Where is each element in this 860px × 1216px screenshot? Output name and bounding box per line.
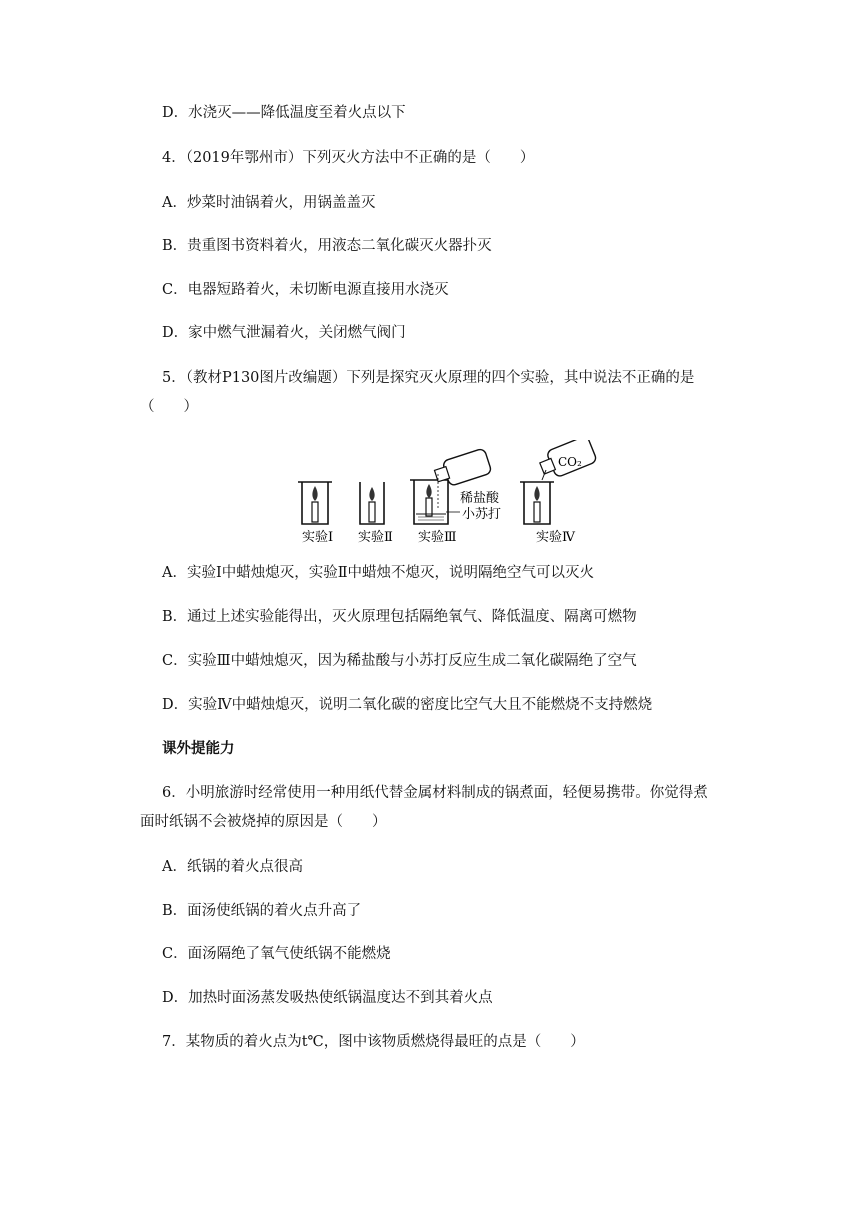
option-c-q6: C．面汤隔绝了氧气使纸锅不能燃烧 [162,946,391,962]
beaker-4 [520,440,597,524]
option-b-q6: B．面汤使纸锅的着火点升高了 [162,903,362,919]
question-4: 4．（2019年鄂州市）下列灭火方法中不正确的是（ ） [162,150,535,166]
question-7: 7．某物质的着火点为t℃，图中该物质燃烧得最旺的点是（ ） [162,1034,585,1050]
option-c-q5: C．实验Ⅲ中蜡烛熄灭，因为稀盐酸与小苏打反应生成二氧化碳隔绝了空气 [162,653,637,669]
label-exp-2: 实验Ⅱ [358,530,393,545]
option-a-q6: A．纸锅的着火点很高 [162,859,303,875]
question-6: 6．小明旅游时经常使用一种用纸代替金属材料制成的锅煮面，轻便易携带。你觉得煮 [162,785,708,801]
experiment-figure [288,440,600,552]
option-b-q5: B．通过上述实验能得出，灭火原理包括隔绝氧气、降低温度、隔离可燃物 [162,609,637,625]
option-d-q3: D．水浇灭——降低温度至着火点以下 [162,105,406,121]
beaker-1 [298,482,332,524]
label-acid: 稀盐酸 [460,491,500,506]
beaker-2 [360,482,384,524]
question-5: 5．（教材P130图片改编题）下列是探究灭火原理的四个实验，其中说法不正确的是 [162,370,695,386]
question-6-cont: 面时纸锅不会被烧掉的原因是（ ） [140,814,387,830]
option-d-q6: D．加热时面汤蒸发吸热使纸锅温度达不到其着火点 [162,990,493,1006]
option-a-q4: A．炒菜时油锅着火，用锅盖盖灭 [162,195,376,211]
label-exp-4: 实验Ⅳ [536,530,575,545]
question-5-bracket: （ ） [140,399,198,415]
option-a-q5: A．实验Ⅰ中蜡烛熄灭，实验Ⅱ中蜡烛不熄灭，说明隔绝空气可以灭火 [162,565,595,581]
option-d-q5: D．实验Ⅳ中蜡烛熄灭，说明二氧化碳的密度比空气大且不能燃烧不支持燃烧 [162,697,653,713]
section-heading: 课外提能力 [162,741,235,757]
option-b-q4: B．贵重图书资料着火，用液态二氧化碳灭火器扑灭 [162,238,492,254]
label-co2: CO₂ [558,455,582,469]
label-exp-1: 实验Ⅰ [302,530,334,545]
option-d-q4: D．家中燃气泄漏着火，关闭燃气阀门 [162,325,406,341]
option-c-q4: C．电器短路着火，未切断电源直接用水浇灭 [162,282,449,298]
label-exp-3: 实验Ⅲ [418,530,457,545]
label-soda: 小苏打 [462,507,502,522]
